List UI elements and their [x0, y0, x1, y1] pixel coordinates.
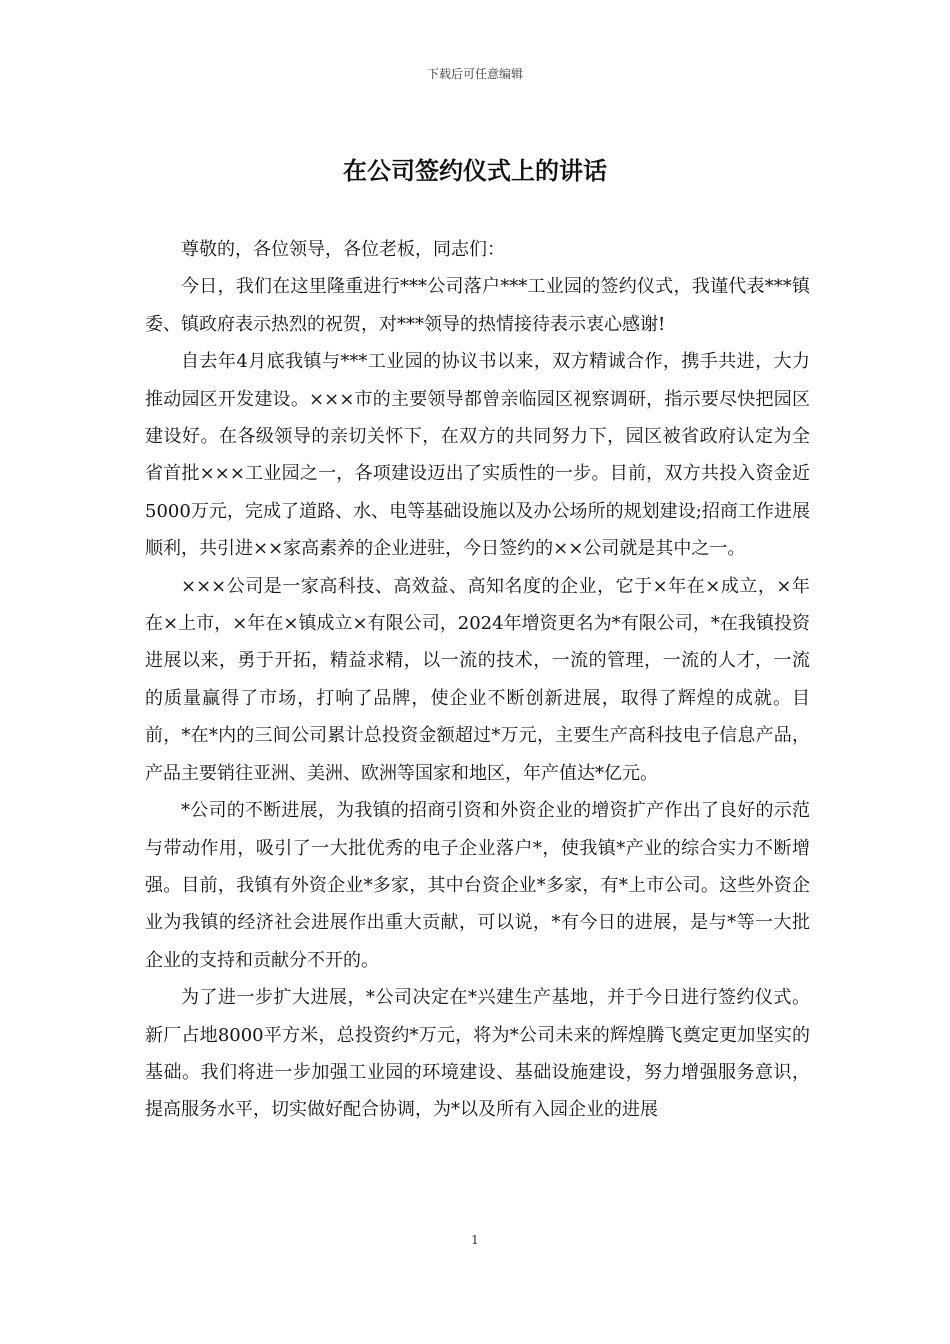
- document-title: 在公司签约仪式上的讲话: [343, 157, 607, 185]
- paragraph: *公司的不断进展，为我镇的招商引资和外资企业的增资扩产作出了良好的示范与带动作用，吸引了一大批优秀的电子企业落户*，使我镇*产业的综合实力不断增强。目前，我镇有外资企业*多家，其中台资企业*多家，有*上市公司。这些外资企业为我镇的经济社会进展作出重大贡献，可以说，*有今日的进展，是与*等一大批企业的支持和贡献分不开的。: [145, 800, 810, 971]
- paragraph: 今日，我们在这里隆重进行***公司落户***工业园的签约仪式，我谨代表***镇委、镇政府表示热烈的祝贺，对***领导的热情接待表示衷心感谢!: [145, 276, 810, 335]
- paragraph-greeting: 尊敬的，各位领导，各位老板，同志们：: [181, 239, 505, 260]
- header-note: 下载后可任意编辑: [426, 67, 523, 81]
- paragraph: ×××公司是一家高科技、高效益、高知名度的企业，它于×年在×成立，×年在×上市，×年在×镇成立×有限公司，2024年增资更名为*有限公司，*在我镇投资进展以来，勇于开拓，精益求精，以一流的技术，一流的管理，一流的人才，一流的质量赢得了市场，打响了品牌，使企业不断创新进展，取得了辉煌的成就。目前，*在*内的三间公司累计总投资金额超过*万元，主要生产高科技电子信息产品，产品主要销往亚洲、美洲、欧洲等国家和地区，年产值达*亿元。: [145, 575, 810, 784]
- page-number: 1: [471, 1233, 479, 1247]
- paragraph: 为了进一步扩大进展，*公司决定在*兴建生产基地，并于今日进行签约仪式。新厂占地8000平方米，总投资约*万元，将为*公司未来的辉煌腾飞奠定更加坚实的基础。我们将进一步加强工业园的环境建设、基础设施建设，努力增强服务意识，提高服务水平，切实做好配合协调，为*以及所有入园企业的进展: [145, 987, 810, 1121]
- paragraph: 自去年4月底我镇与***工业园的协议书以来，双方精诚合作，携手共进，大力推动园区开发建设。×××市的主要领导都曾亲临园区视察调研，指示要尽快把园区建设好。在各级领导的亲切关怀下，在双方的共同努力下，园区被省政府认定为全省首批×××工业园之一，各项建设迈出了实质性的一步。目前，双方共投入资金近5000万元，完成了道路、水、电等基础设施以及办公场所的规划建设;招商工作进展顺利，共引进××家高素养的企业进驻，今日签约的××公司就是其中之一。: [145, 351, 810, 560]
- document-body: [145, 231, 810, 1129]
